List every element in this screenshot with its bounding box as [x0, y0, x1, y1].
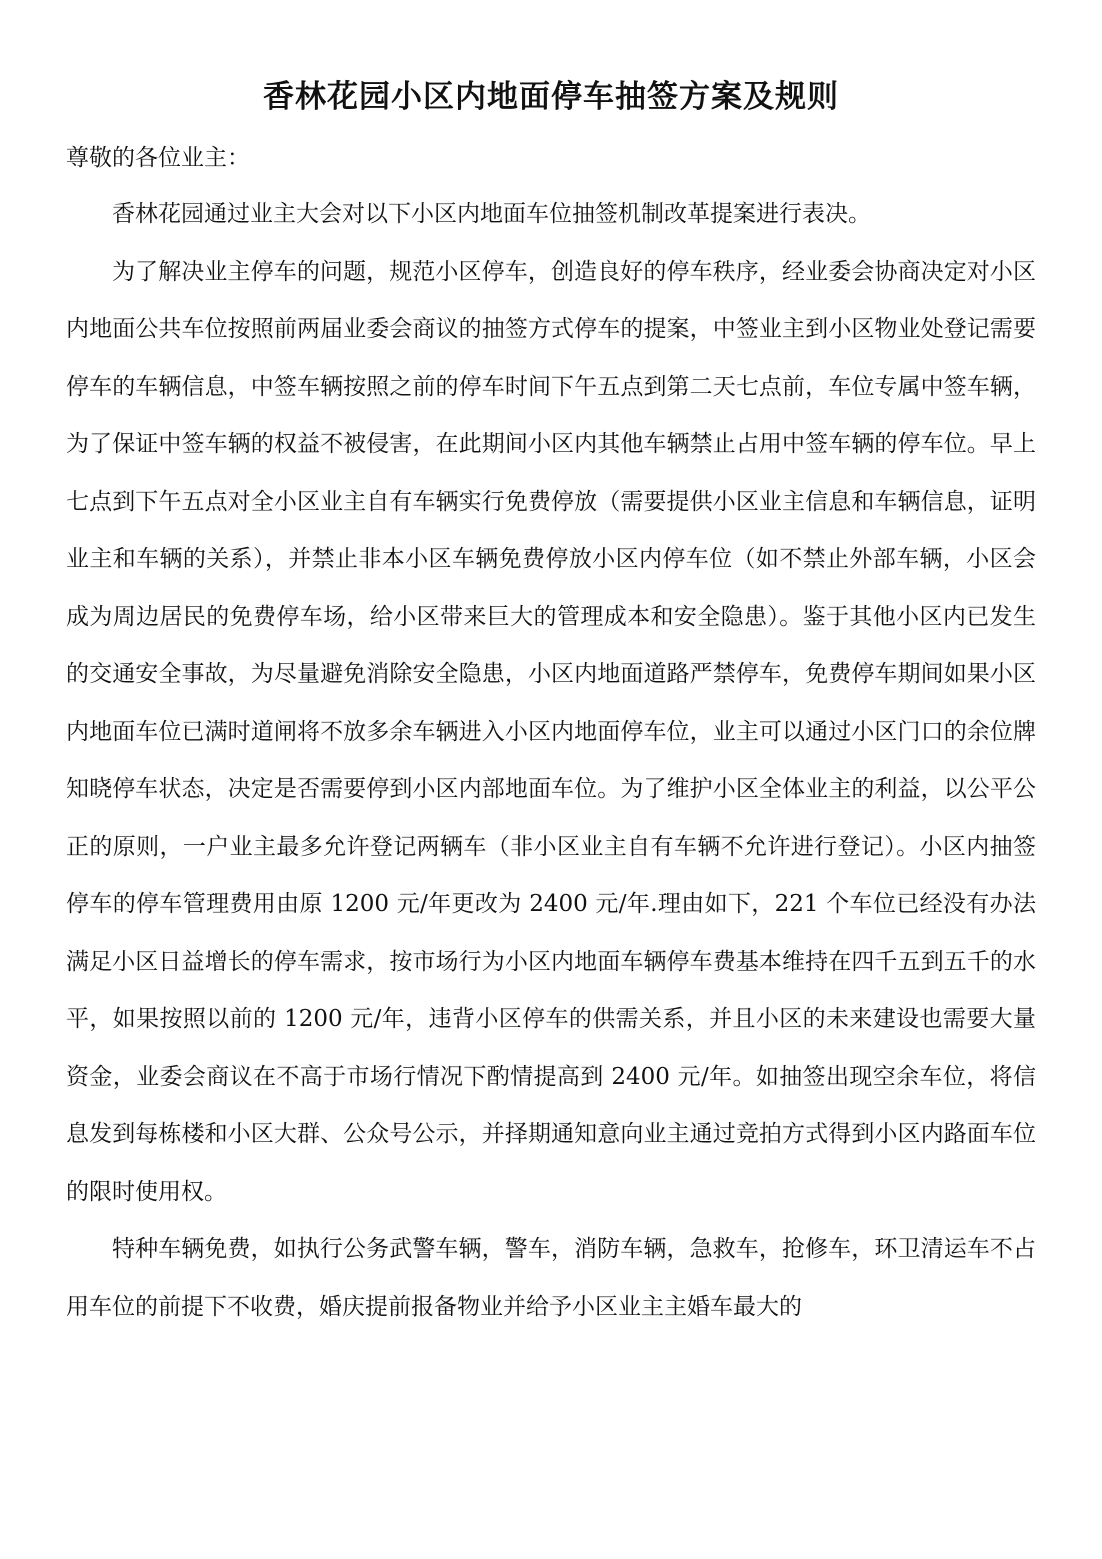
document-title: 香林花园小区内地面停车抽签方案及规则 — [263, 79, 839, 115]
paragraph-intro: 香林花园通过业主大会对以下小区内地面车位抽签机制改革提案进行表决。 — [112, 201, 871, 227]
paragraph-special-vehicles: 特种车辆免费，如执行公务武警车辆，警车，消防车辆，急救车，抢修车，环卫清运车不占用车位的前提下不收费，婚庆提前报备物业并给予小区业主主婚车最大的 — [66, 1236, 1036, 1320]
salutation: 尊敬的各位业主： — [66, 145, 250, 171]
paragraph-parking-rules: 为了解决业主停车的问题，规范小区停车，创造良好的停车秩序，经业委会协商决定对小区内地面公共车位按照前两届业委会商议的抽签方式停车的提案，中签业主到小区物业处登记需要停车的车辆信息，中签车辆按照之前的停车时间下午五点到第二天七点前，车位专属中签车辆，为了保证中签车辆的权益不被侵害，在此期间小区内其他车辆禁止占用中签车辆的停车位。早上七点到下午五点对全小区业主自有车辆实行免费停放（需要提供小区业主信息和车辆信息，证明业主和车辆的关系），并禁止非本小区车辆免费停放小区内停车位（如不禁止外部车辆，小区会成为周边居民的免费停车场，给小区带来巨大的管理成本和安全隐患）。鉴于其他小区内已发生的交通安全事故，为尽量避免消除安全隐患，小区内地面道路严禁停车，免费停车期间如果小区内地面车位已满时道闸将不放多余车辆进入小区内地面停车位，业主可以通过小区门口的余位牌知晓停车状态，决定是否需要停到小区内部地面车位。为了维护小区全体业主的利益，以公平公正的原则，一户业主最多允许登记两辆车（非小区业主自有车辆不允许进行登记）。小区内抽签停车的停车管理费用由原 1200 元/年更改为 2400 元/年.理由如下，221 个车位已经没有办法满足小区日益增长的停车需求，按市场行为小区内地面车辆停车费基本维持在四千五到五千的水平，如果按照以前的 1200 元/年，违背小区停车的供需关系，并且小区的未来建设也需要大量资金，业委会商议在不高于市场行情况下酌情提高到 2400 元/年。如抽签出现空余车位，将信息发到每栋楼和小区大群、公众号公示，并择期通知意向业主通过竞拍方式得到小区内路面车位的限时使用权。 — [66, 258, 1036, 1205]
